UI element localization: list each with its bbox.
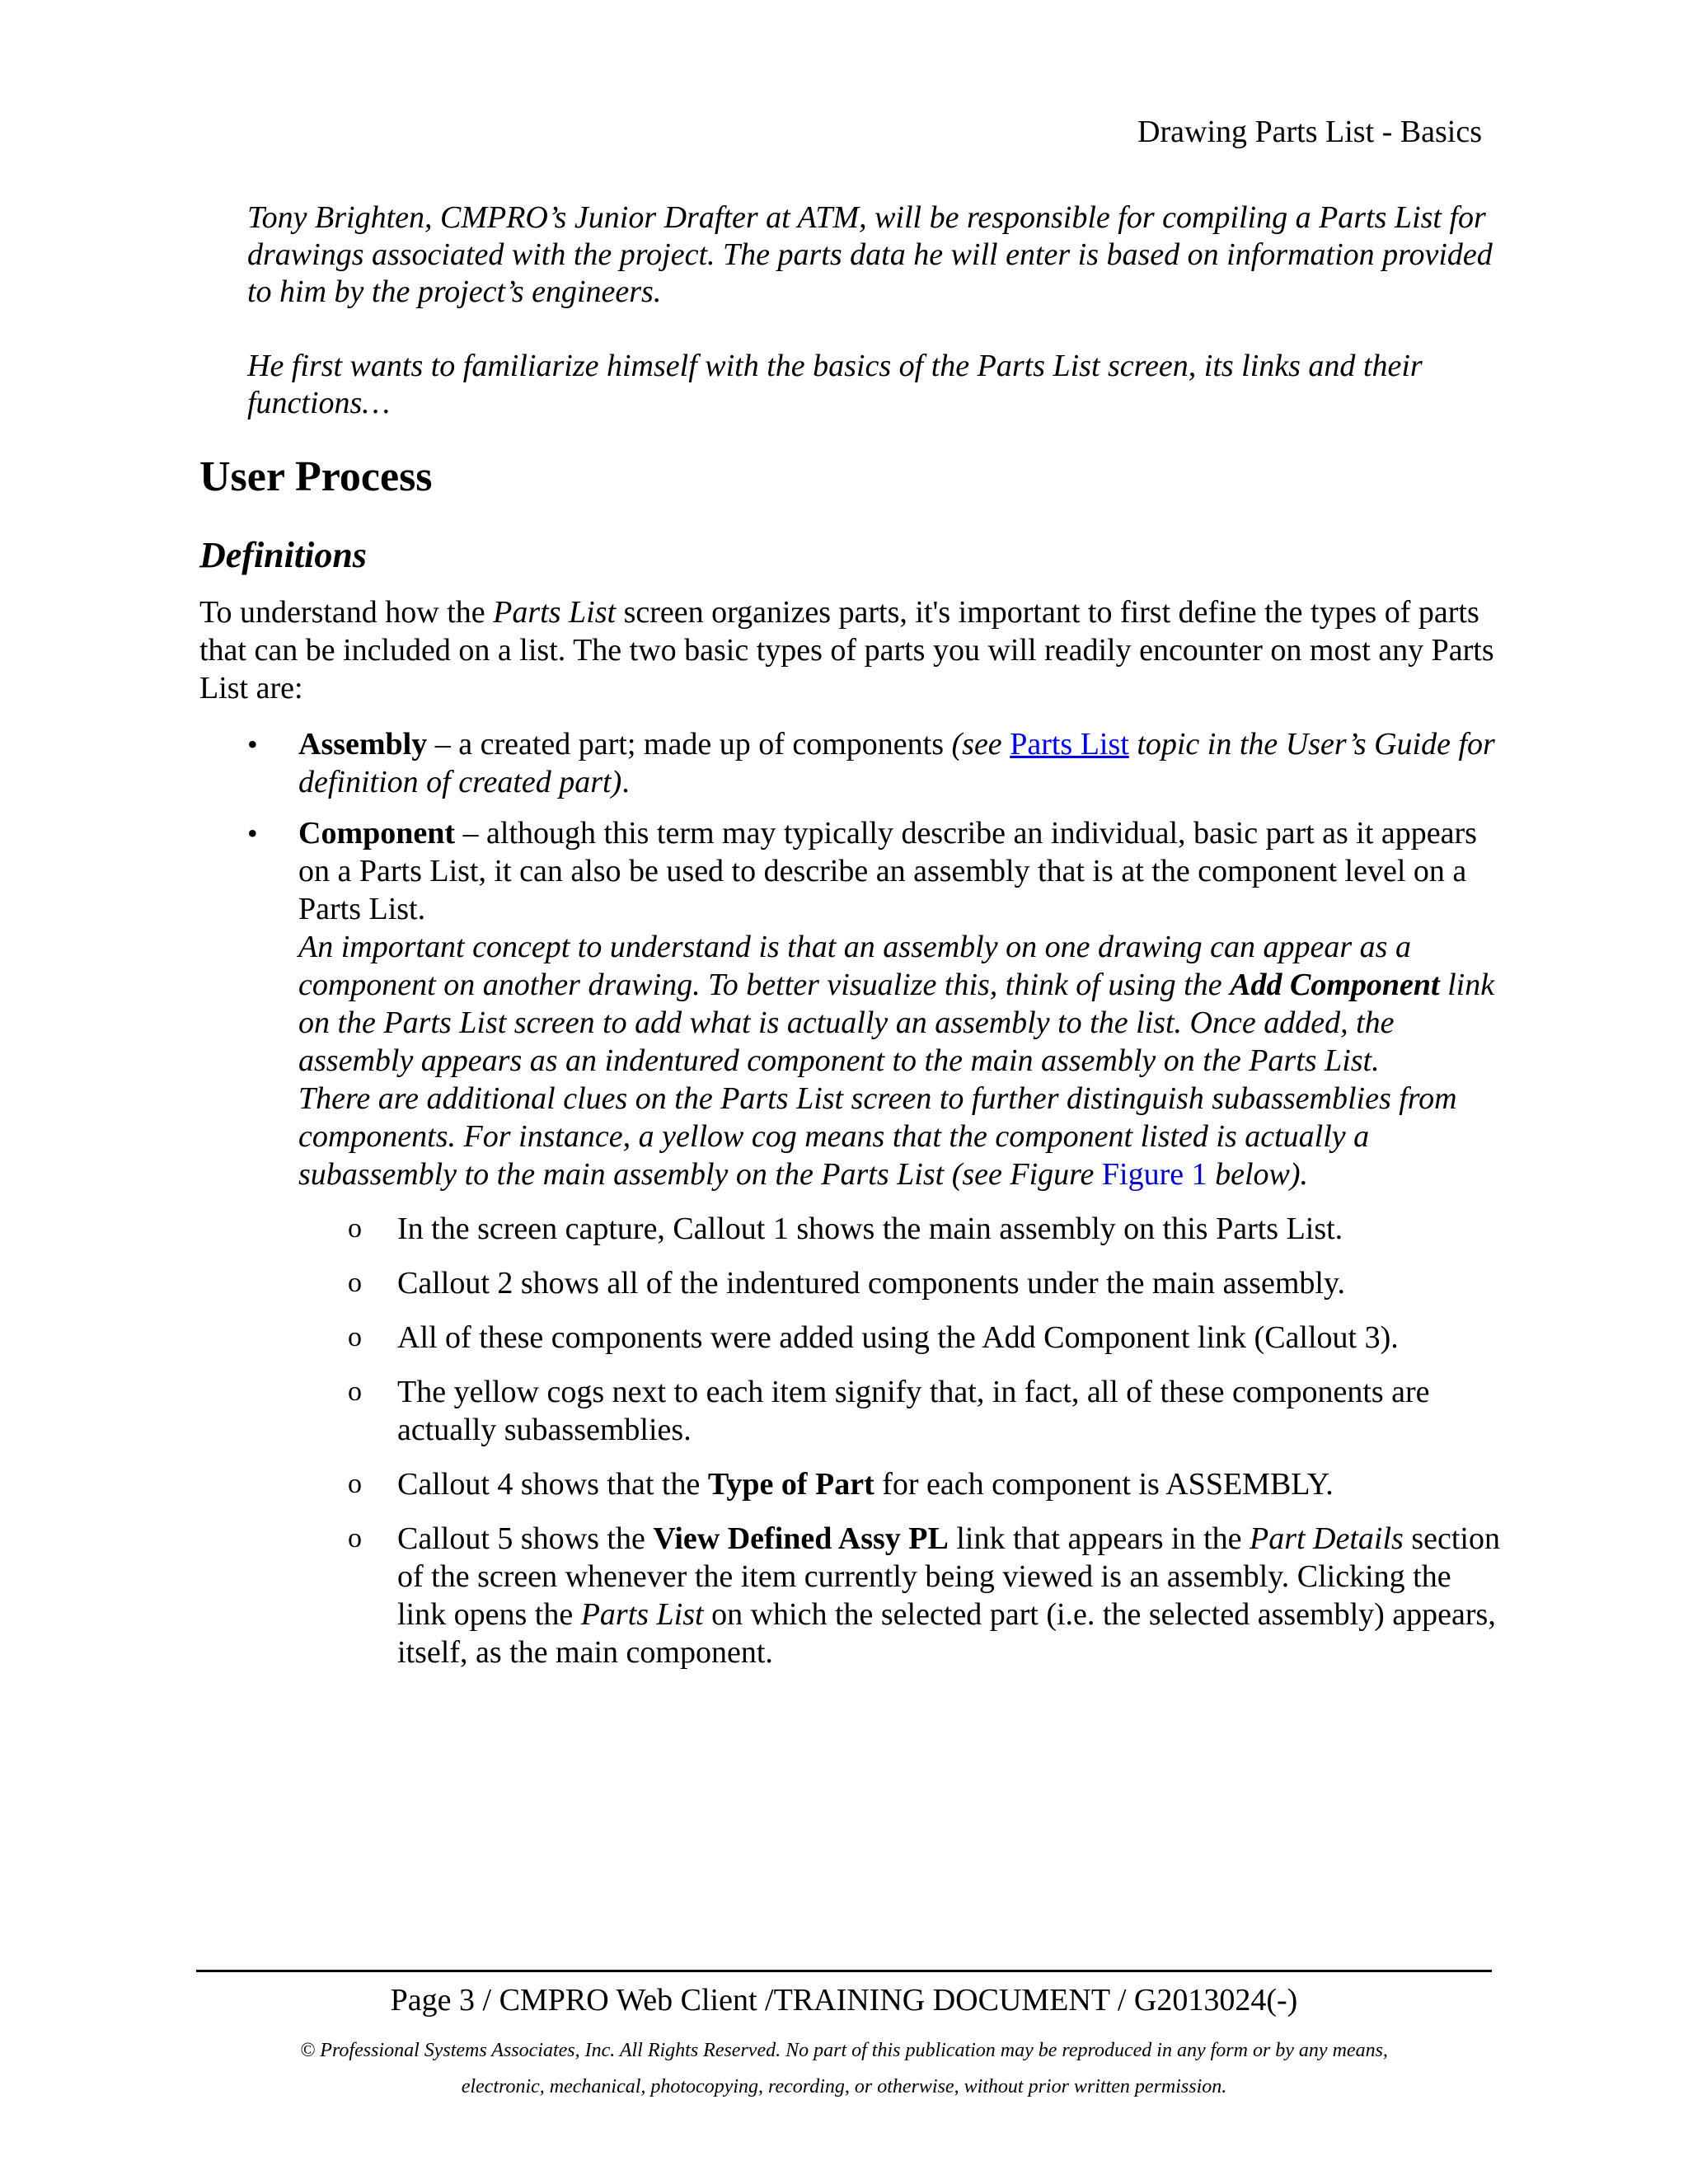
bullet-component (199, 814, 1502, 1671)
running-header: Drawing Parts List - Basics (1137, 115, 1482, 149)
text-run-italic: topic in the User’s Guide for definition of created part) (298, 727, 1495, 799)
text-run: on which the selected part (i.e. the selected assembly) appears, itself, as the main component. (397, 1597, 1496, 1670)
term-component: Component (298, 816, 456, 851)
text-run-bold: View Defined Assy PL (653, 1521, 949, 1556)
sub-list (298, 1210, 1502, 1671)
text-run: . (621, 765, 630, 799)
text-run: In the screen capture, Callout 1 shows the main assembly on this Parts List. (397, 1212, 1343, 1246)
text-run: link that appears in the (948, 1521, 1250, 1556)
subsection-title: Definitions (199, 535, 367, 575)
bullet-list (199, 725, 1502, 1671)
footer-copyright (196, 2032, 1492, 2105)
note-paragraph-2 (298, 1080, 1502, 1193)
text-run: – although this term may typically describe an individual, basic part as it appears on a Parts List, it can also be used to describe an assembly that is at the component level on a Parts List. (298, 816, 1477, 926)
sub-item (298, 1520, 1502, 1671)
footer-divider (196, 1970, 1492, 1972)
text-run: section of the screen whenever the item currently being viewed is an assembly. Clicking the link opens the (397, 1521, 1500, 1632)
text-run-bold: Add Component (1230, 968, 1440, 1002)
sub-item (298, 1373, 1502, 1449)
bullet-icon: • (247, 728, 258, 761)
circle-bullet-icon: o (348, 1376, 362, 1407)
text-run: for each component is ASSEMBLY. (874, 1467, 1334, 1502)
text-run: There are additional clues on the Parts List screen to further distinguish subassemblies from components. For instance, a yellow cog means that the component listed is actually a subassembly to the main assembly on the Parts List (see Figure (298, 1081, 1457, 1192)
parts-list-link[interactable]: Parts List (1010, 727, 1129, 762)
bullet-assembly (199, 725, 1502, 801)
text-run-italic: (see (951, 727, 1010, 762)
text-run: To understand how the (199, 595, 494, 630)
text-run: All of these components were added using the Add Component link (Callout 3). (397, 1320, 1399, 1355)
definitions-body (199, 593, 1502, 1688)
text-run: link on the Parts List screen to add what is actually an assembly to the list. Once added, the assembly appears as an indentured component to the main assembly on the Parts List. (298, 968, 1495, 1078)
text-run: Callout 2 shows all of the indentured components under the main assembly. (397, 1266, 1345, 1301)
sub-item (298, 1319, 1502, 1357)
note-paragraph-1 (298, 928, 1502, 1080)
text-run: Callout 4 shows that the (397, 1467, 708, 1502)
scenario-intro (247, 199, 1500, 459)
sub-item (298, 1264, 1502, 1302)
text-run: below). (1207, 1157, 1309, 1192)
text-run-italic: Part Details (1250, 1521, 1404, 1556)
intro-paragraph-2: He first wants to familiarize himself with the basics of the Parts List screen, its links and their functions… (247, 349, 1423, 420)
intro-paragraph-1: Tony Brighten, CMPRO’s Junior Drafter at ATM, will be responsible for compiling a Parts List for drawings associated with the project. The parts data he will enter is based on information provided to him by the project’s engineers. (247, 200, 1493, 309)
text-run-bold: Type of Part (707, 1467, 874, 1502)
copyright-line-2: electronic, mechanical, photocopying, recording, or otherwise, without prior written permission. (461, 2076, 1227, 2097)
bullet-icon: • (247, 817, 258, 850)
definitions-paragraph (199, 593, 1502, 707)
sub-item (298, 1210, 1502, 1248)
footer-page-info: Page 3 / CMPRO Web Client /TRAINING DOCUMENT / G2013024(-) (390, 1983, 1298, 2018)
circle-bullet-icon: o (348, 1469, 362, 1499)
text-run-italic: Parts List (580, 1597, 704, 1632)
sub-item (298, 1465, 1502, 1503)
circle-bullet-icon: o (348, 1322, 362, 1352)
text-run: An important concept to understand is that an assembly on one drawing can appear as a component on another drawing. To better visualize this, think of using the (298, 930, 1411, 1002)
text-run-italic: Parts List (493, 595, 617, 630)
circle-bullet-icon: o (348, 1268, 362, 1298)
text-run: – a created part; made up of components (427, 727, 952, 762)
term-assembly: Assembly (298, 727, 428, 762)
figure-1-link[interactable]: Figure 1 (1101, 1157, 1207, 1192)
text-run: Callout 5 shows the (397, 1521, 654, 1556)
circle-bullet-icon: o (348, 1213, 362, 1244)
text-run: The yellow cogs next to each item signify that, in fact, all of these components are actually subassemblies. (397, 1375, 1430, 1447)
text-run: screen organizes parts, it's important to first define the types of parts that can be included on a list. The two basic types of parts you will readily encounter on most any Parts List are: (199, 595, 1494, 705)
copyright-line-1: © Professional Systems Associates, Inc. All Rights Reserved. No part of this publication may be reproduced in any form or by any means, (300, 2040, 1388, 2061)
section-title: User Process (199, 453, 433, 500)
circle-bullet-icon: o (348, 1523, 362, 1554)
